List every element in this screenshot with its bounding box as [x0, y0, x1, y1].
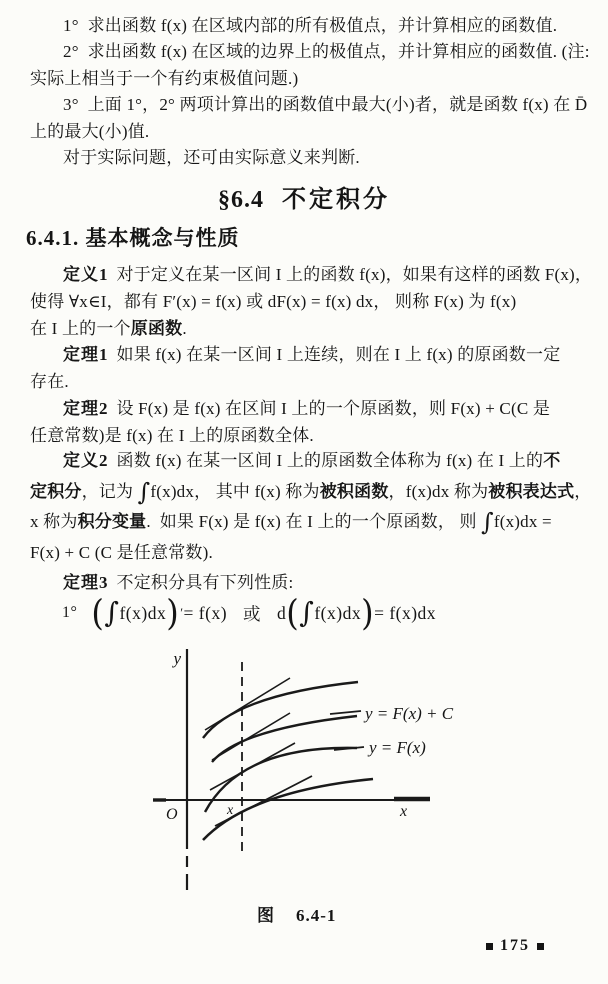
theorem-1-label: 定理1: [63, 345, 109, 365]
page-number: [479, 937, 551, 955]
section-title: 不定积分: [282, 187, 390, 213]
term-integration-variable: 积分变量: [77, 512, 147, 532]
point-x-label: x: [227, 803, 234, 818]
big-paren-close: ): [361, 592, 375, 634]
term-integrand: 被积函数: [319, 481, 389, 501]
definition-2-text: 函数 f(x) 在某一区间 I 上的原函数全体称为 f(x) 在 I 上的: [116, 451, 544, 470]
big-paren-open: (: [91, 592, 105, 634]
integral-sign: ∫: [104, 596, 120, 629]
definition-1-line: [30, 262, 594, 289]
curve-label-top: y = F(x) + C: [365, 704, 454, 723]
integral-sign: ∫: [299, 596, 315, 629]
definition-2-text: f(x)dx =: [493, 512, 552, 532]
curve-label-bottom: y = F(x): [369, 738, 426, 757]
integral-sign: ∫: [137, 477, 151, 506]
integral-sign: ∫: [481, 508, 494, 537]
definition-2-text: ，: [574, 481, 592, 501]
theorem-1-line: [30, 342, 594, 369]
subsection-heading: 6.4.1. 基本概念与性质: [26, 226, 240, 250]
page-number-dot: [486, 943, 493, 950]
term-indefinite-integral-end: 定积分: [30, 481, 82, 501]
definition-2-text: . 如果 F(x) 是 f(x) 在 I 上的一个原函数， 则: [146, 512, 482, 532]
big-paren-open: (: [286, 592, 300, 634]
label-leader-top: [330, 711, 361, 714]
formula-text: f(x)dx: [314, 602, 362, 623]
body-block-2: [30, 446, 594, 599]
theorem-2-line: [30, 396, 594, 423]
figure-antiderivative-curves: [0, 645, 608, 907]
page-number-dot: [537, 943, 544, 950]
figure-caption-prefix: 图: [257, 906, 274, 925]
definition-1-text: 在 I 上的一个: [30, 318, 131, 338]
definition-2-line: [30, 446, 594, 477]
formula-item-number: 1°: [62, 604, 78, 621]
definition-2-line: F(x) + C (C 是任意常数).: [30, 542, 213, 562]
remark-line: 上的最大(小)值.: [30, 121, 150, 141]
intro-remarks: [30, 13, 594, 171]
tangent-1: [205, 678, 290, 730]
definition-1-text: 对于定义在某一区间 I 上的函数 f(x)，如果有这样的函数 F(x)，: [116, 265, 593, 284]
formula-text: = f(x)dx: [374, 602, 437, 623]
term-indefinite-integral-start: 不: [543, 451, 561, 470]
term-antiderivative: 原函数: [130, 318, 183, 338]
theorem-3-label: 定理3: [63, 573, 109, 593]
definition-1-text: .: [182, 318, 187, 338]
figure-caption-number: 6.4-1: [296, 906, 337, 925]
x-axis-label: x: [400, 803, 408, 820]
definition-1-line: 使得 ∀x∈I，都有 F′(x) = f(x) 或 dF(x) = f(x) dx， 则称 F(x) 为 f(x): [30, 291, 517, 311]
definition-2-text: ，记为: [81, 481, 138, 501]
property-1-formula: [62, 592, 436, 634]
definition-2-text: ，f(x)dx 称为: [388, 481, 489, 501]
theorem-3-text: 不定积分具有下列性质:: [116, 573, 294, 593]
section-heading: [0, 179, 608, 214]
theorem-1-line: 存在.: [30, 372, 69, 392]
tangent-3: [210, 743, 295, 790]
prime-mark: ′: [180, 605, 184, 620]
y-axis-label: y: [173, 649, 181, 668]
section-number: §6.4: [218, 187, 264, 213]
definition-1-line: [30, 316, 594, 343]
definition-2-text: f(x)dx， 其中 f(x) 称为: [150, 481, 320, 501]
formula-text: d: [277, 602, 287, 623]
formula-or: 或: [243, 603, 262, 624]
term-integrand-expression: 被积表达式: [488, 481, 575, 501]
definition-2-text: x 称为: [30, 512, 78, 532]
remark-line: 2° 求出函数 f(x) 在区域的边界上的极值点，并计算相应的函数值. (注:: [63, 42, 590, 62]
origin-label: O: [166, 806, 178, 823]
theorem-2-line: 任意常数)是 f(x) 在 I 上的原函数全体.: [30, 425, 314, 445]
remark-line: 1° 求出函数 f(x) 在区域内部的所有极值点，并计算相应的函数值.: [63, 16, 558, 35]
theorem-1-text: 如果 f(x) 在某一区间 I 上连续，则在 I 上 f(x) 的原函数一定: [116, 345, 561, 365]
definition-2-label: 定义2: [63, 451, 109, 470]
theorem-2-label: 定理2: [63, 398, 109, 418]
theorem-2-text: 设 F(x) 是 f(x) 在区间 I 上的一个原函数，则 F(x) + C(C 是: [116, 398, 551, 418]
remark-line: 对于实际问题，还可由实际意义来判断.: [63, 148, 360, 168]
remark-line: 实际上相当于一个有约束极值问题.): [30, 68, 299, 88]
figure-caption: [257, 901, 336, 926]
big-paren-close: ): [166, 592, 180, 634]
body-block-1: [30, 262, 594, 450]
definition-2-line: [30, 507, 594, 538]
remark-line: 3° 上面 1°，2° 两项计算出的函数值中最大(小)者，就是函数 f(x) 在 D̄: [63, 95, 588, 115]
formula-text: f(x)dx: [119, 602, 167, 623]
definition-1-label: 定义1: [63, 265, 109, 284]
page-number-value: 175: [500, 937, 530, 954]
formula-text: = f(x): [183, 602, 228, 623]
definition-2-line: [30, 477, 594, 508]
